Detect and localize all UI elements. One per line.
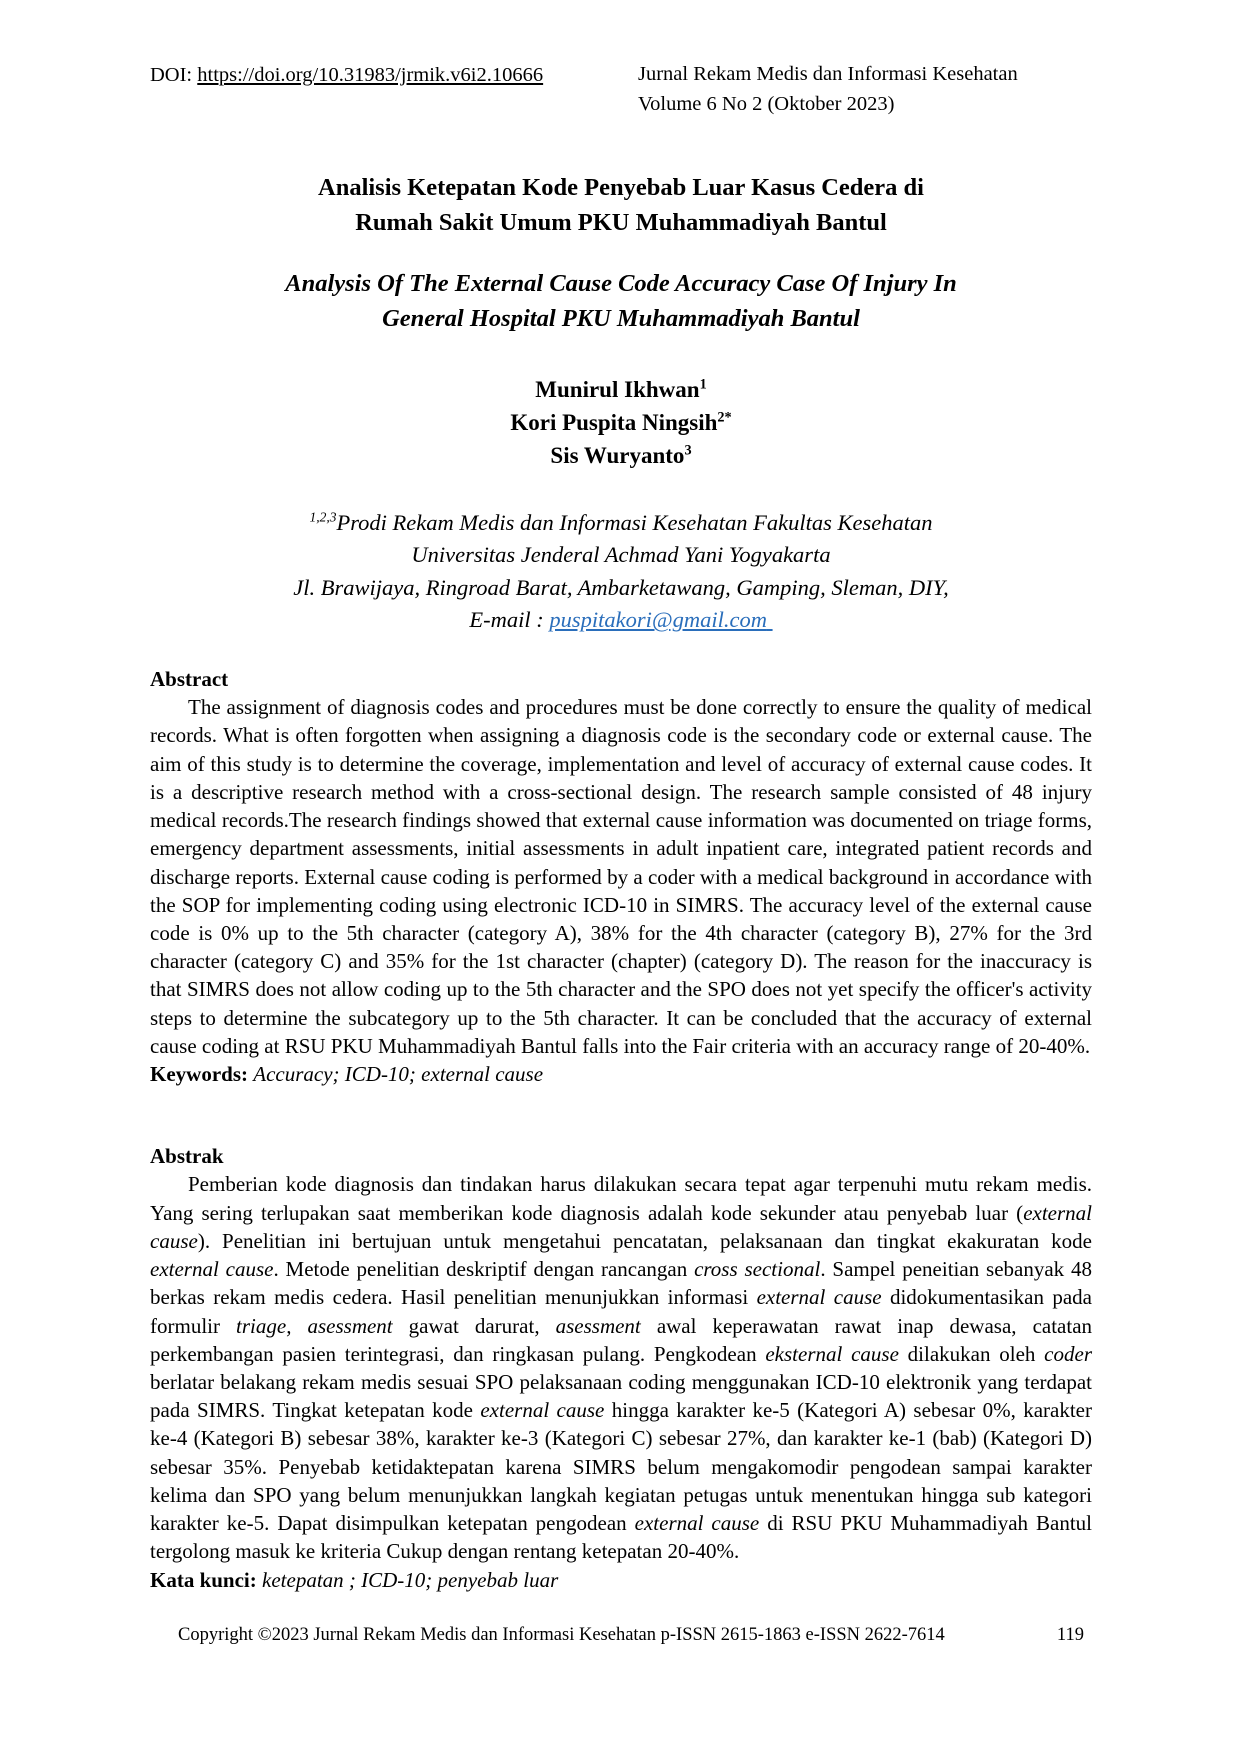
email-label: E-mail : — [469, 607, 550, 633]
email-underline-tail — [767, 607, 773, 632]
keywords-id-value: ketepatan ; ICD-10; penyebab luar — [262, 1567, 559, 1592]
title-english — [150, 267, 1092, 337]
affiliation-line2: Universitas Jenderal Achmad Yani Yogyakarta — [411, 542, 831, 568]
page-footer — [150, 1625, 1092, 1646]
title-indonesian-line2: Rumah Sakit Umum PKU Muhammadiyah Bantul — [355, 209, 887, 237]
abstrak-ital-7: eksternal cause — [765, 1341, 899, 1366]
abstrak-seg-1: Pemberian kode diagnosis dan tindakan harus dilakukan secara tepat agar terpenuhi mutu rekam medis. Yang sering terlupakan saat memberikan kode diagnosis adalah kode sekunder atau penyebab luar ( — [150, 1172, 1092, 1225]
abstract-heading-en: Abstract — [150, 667, 229, 692]
abstrak-ital-9: external cause — [480, 1398, 605, 1423]
journal-info — [620, 60, 1092, 119]
keywords-en-value: Accuracy; ICD-10; external cause — [253, 1062, 544, 1087]
abstrak-seg-10: hingga karakter ke-5 (Kategori A) sebesar 0%, karakter ke-4 (Kategori B) sebesar 38%, karakter ke-3 (Kategori C) sebesar 27%, dan karakter ke-1 (bab) (Kategori D) sebesar 35%. Penyebab ketidaktepatan karena SIMRS belum mengakomodir pengodean sampai karakter kelima dan SPO yang belum menunjukkan langkah kegiatan petugas untuk menentukan hingga sub kategori karakter ke-5. Dapat disimpulkan ketepatan pengodean — [150, 1398, 1092, 1536]
keywords-id-label: Kata kunci: — [150, 1567, 257, 1592]
affiliation-dept: Prodi Rekam Medis dan Informasi Kesehatan Fakultas Kesehatan — [336, 509, 933, 535]
affiliation-marker: 1,2,3 — [309, 509, 337, 525]
abstract-body-en: The assignment of diagnosis codes and procedures must be done correctly to ensure the quality of medical records. What is often forgotten when assigning a diagnosis code is the secondary code or external cause. The aim of this study is to determine the coverage, implementation and level of accuracy of external cause codes. It is a descriptive research method with a cross-sectional design. The research sample consisted of 48 injury medical records.The research findings showed that external cause information was documented on triage forms, emergency department assessments, initial assessments in adult inpatient care, integrated patient records and discharge reports. External cause coding is performed by a coder with a medical background in accordance with the SOP for implementing coding using electronic ICD-10 in SIMRS. The accuracy level of the external cause code is 0% up to the 5th character (category A), 38% for the 4th character (category B), 27% for the 3rd character (category C) and 35% for the 1st character (chapter) (category D). The reason for the inaccuracy is that SIMRS does not allow coding up to the 5th character and the SPO does not yet specify the officer's activity steps to determine the subcategory up to the 5th character. It can be concluded that the accuracy of external cause coding at RSU PKU Muhammadiyah Bantul falls into the Fair criteria with an accuracy range of 20-40%. — [150, 695, 1092, 1058]
author-2-name: Kori Puspita Ningsih — [510, 409, 718, 435]
title-indonesian-line1: Analisis Ketepatan Kode Penyebab Luar Kasus Cedera di — [318, 174, 924, 202]
abstrak-ital-1: external cause — [150, 1200, 1092, 1253]
author-1-marker: 1 — [699, 375, 707, 392]
abstrak-seg-4: . Sampel peneitian sebanyak 48 berkas rekam medis cedera. Hasil penelitian menunjukkan informasi — [150, 1257, 1092, 1310]
affiliation-line1 — [150, 507, 1092, 540]
author-3-name: Sis Wuryanto — [550, 443, 685, 469]
keywords-en-label: Keywords: — [150, 1062, 248, 1087]
footer-page-number: 119 — [1056, 1625, 1084, 1645]
abstrak-ital-3: cross sectional — [694, 1257, 821, 1282]
abstrak-ital-4: external cause — [756, 1285, 882, 1310]
abstrak-seg-8: dilakukan oleh — [898, 1341, 1045, 1366]
footer-copyright: Copyright ©2023 Jurnal Rekam Medis dan Informasi Kesehatan p-ISSN 2615-1863 e-ISSN 2622-7614 — [178, 1625, 945, 1645]
doi-link[interactable]: https://doi.org/10.31983/jrmik.v6i2.10666 — [197, 64, 544, 86]
title-english-line2: General Hospital PKU Muhammadiyah Bantul — [382, 304, 860, 332]
spacer — [150, 1088, 1092, 1114]
author-1-name: Munirul Ikhwan — [535, 376, 700, 402]
abstrak-ital-2: external cause — [150, 1257, 274, 1282]
keywords-id — [150, 1566, 1092, 1594]
abstrak-ital-6: asessment — [555, 1313, 641, 1338]
author-3 — [150, 439, 1092, 472]
title-english-line1: Analysis Of The External Cause Code Accuracy Case Of Injury In — [285, 270, 957, 297]
abstrak-ital-8: coder — [1044, 1341, 1092, 1366]
journal-issue: Volume 6 No 2 (Oktober 2023) — [638, 92, 895, 115]
doi-block — [150, 60, 620, 91]
abstrak-seg-3: . Metode penelitian deskriptif dengan rancangan — [273, 1257, 695, 1282]
abstrak-seg-9: berlatar belakang rekam medis sesuai SPO pelaksanaan coding menggunakan ICD-10 elektronik yang terdapat pada SIMRS. Tingkat ketepatan kode — [150, 1370, 1092, 1423]
affiliation-line3: Jl. Brawijaya, Ringroad Barat, Ambarketawang, Gamping, Sleman, DIY, — [293, 574, 949, 600]
author-2-marker: 2* — [717, 409, 732, 426]
author-3-marker: 3 — [684, 442, 692, 459]
abstract-heading-id: Abstrak — [150, 1144, 224, 1169]
email-link[interactable]: puspitakori@gmail.com — [549, 607, 767, 633]
abstrak-seg-5: didokumentasikan pada formulir — [150, 1285, 1092, 1338]
author-list — [150, 373, 1092, 473]
abstrak-seg-11: di RSU PKU Muhammadiyah Bantul tergolong masuk ke kriteria Cukup dengan rentang ketepatan 20-40%. — [150, 1511, 1092, 1564]
keywords-en — [150, 1060, 1092, 1088]
running-head — [150, 60, 1092, 119]
title-indonesian — [150, 171, 1092, 241]
abstrak-seg-2: ). Penelitian ini bertujuan untuk mengetahui pencatatan, pelaksanaan dan tingkat ekakuratan kode — [197, 1228, 1092, 1253]
page-content — [150, 60, 1092, 1594]
affiliation-email-line — [150, 604, 1092, 637]
author-1 — [150, 373, 1092, 406]
abstrak-ital-10: external cause — [634, 1511, 760, 1536]
doi-label: DOI: — [150, 64, 198, 86]
abstrak-seg-6: gawat darurat, — [392, 1313, 556, 1338]
author-2 — [150, 406, 1092, 439]
abstract-body-id — [150, 1170, 1092, 1565]
affiliation-block — [150, 507, 1092, 638]
abstrak-seg-7: awal keperawatan rawat inap dewasa, catatan perkembangan pasien terintegrasi, dan ringkasan pulang. Pengkodean — [150, 1313, 1093, 1366]
journal-name: Jurnal Rekam Medis dan Informasi Kesehatan — [638, 63, 1018, 85]
abstrak-ital-5: triage, asessment — [236, 1313, 393, 1338]
